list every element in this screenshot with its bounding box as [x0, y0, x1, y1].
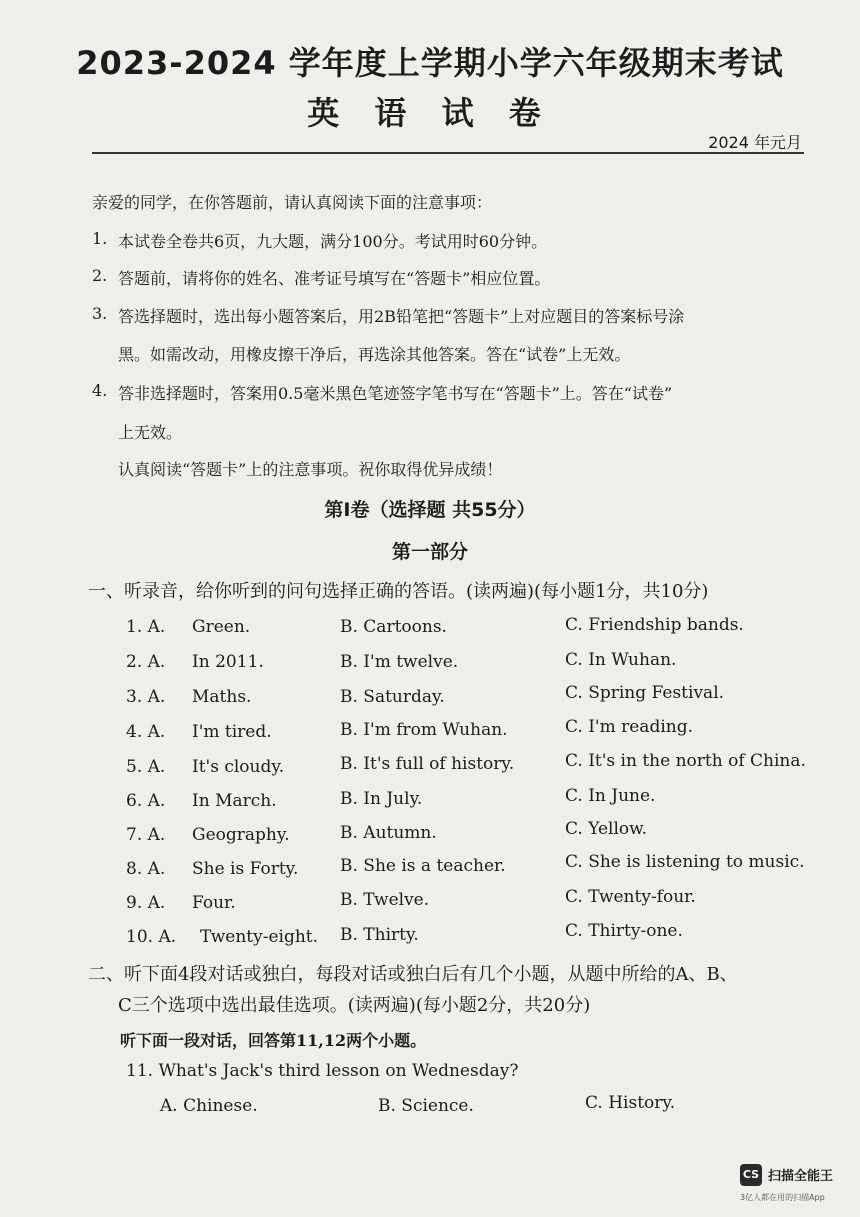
option-a: Geography.	[192, 825, 290, 845]
option-c: C. In June.	[565, 786, 656, 806]
section-heading: 二、听下面4段对话或独白，每段对话或独白后有几个小题，从题中所给的A、B、	[88, 964, 738, 985]
notice-item-number: 4.	[92, 381, 108, 400]
option-b: B. Science.	[378, 1096, 474, 1116]
question-number: 10. A.	[126, 927, 177, 947]
option-a: Twenty-eight.	[200, 927, 319, 947]
question-number: 1. A.	[126, 617, 166, 637]
volume-title: 第Ⅰ卷（选择题 共55分）	[324, 499, 536, 521]
question-text: 11. What's Jack's third lesson on Wednesday?	[126, 1061, 519, 1081]
notice-item-text: 答选择题时，选出每小题答案后，用2B铅笔把“答题卡”上对应题目的答案标号涂	[118, 307, 685, 326]
option-c: C. In Wuhan.	[565, 650, 677, 670]
question-number: 3. A.	[126, 687, 166, 707]
option-c: C. It's in the north of China.	[565, 751, 806, 771]
option-c: C. Friendship bands.	[565, 615, 744, 635]
option-c: C. I'm reading.	[565, 717, 693, 737]
option-b: B. I'm from Wuhan.	[340, 720, 508, 740]
option-b: B. Thirty.	[340, 925, 419, 945]
notice-item-text: 黑。如需改动，用橡皮擦干净后，再选涂其他答案。答在“试卷”上无效。	[118, 345, 631, 364]
notice-intro: 亲爱的同学，在你答题前，请认真阅读下面的注意事项：	[92, 193, 493, 212]
option-a: In 2011.	[192, 652, 264, 672]
exam-date: 2024 年元月	[708, 133, 802, 152]
option-c: C. History.	[585, 1093, 676, 1113]
question-number: 2. A.	[126, 652, 166, 672]
option-a: I'm tired.	[192, 722, 272, 742]
camscanner-logo: CS	[740, 1164, 762, 1186]
option-a: Four.	[192, 893, 236, 913]
option-c: C. Spring Festival.	[565, 683, 725, 703]
question-number: 5. A.	[126, 757, 166, 777]
notice-item-number: 2.	[92, 266, 108, 285]
notice-closing: 认真阅读“答题卡”上的注意事项。祝你取得优异成绩！	[118, 460, 503, 479]
dialogue-instruction: 听下面一段对话，回答第11,12两个小题。	[120, 1031, 427, 1050]
option-a: Maths.	[192, 687, 252, 707]
option-b: B. I'm twelve.	[340, 652, 459, 672]
question-number: 8. A.	[126, 859, 166, 879]
question-number: 7. A.	[126, 825, 166, 845]
option-a: A. Chinese.	[160, 1096, 258, 1116]
notice-item-number: 1.	[92, 229, 108, 248]
app-name: 扫描全能王	[768, 1169, 834, 1184]
option-b: B. Autumn.	[340, 823, 437, 843]
question-number: 4. A.	[126, 722, 166, 742]
option-a: In March.	[192, 791, 277, 811]
option-a: She is Forty.	[192, 859, 299, 879]
option-b: B. It's full of history.	[340, 754, 515, 774]
notice-item-text: 答题前，请将你的姓名、准考证号填写在“答题卡”相应位置。	[118, 269, 551, 288]
notice-item-text: 上无效。	[118, 423, 183, 442]
option-c: C. Twenty-four.	[565, 887, 696, 907]
option-c: C. Thirty-one.	[565, 921, 683, 941]
header-divider	[92, 152, 804, 154]
question-number: 6. A.	[126, 791, 166, 811]
option-a: It's cloudy.	[192, 757, 285, 777]
notice-item-text: 本试卷全卷共6页，九大题，满分100分。考试用时60分钟。	[118, 232, 548, 251]
option-b: B. She is a teacher.	[340, 856, 506, 876]
option-b: B. Saturday.	[340, 687, 445, 707]
question-number: 9. A.	[126, 893, 166, 913]
option-a: Green.	[192, 617, 251, 637]
option-c: C. She is listening to music.	[565, 852, 805, 872]
option-c: C. Yellow.	[565, 819, 648, 839]
option-b: B. Cartoons.	[340, 617, 447, 637]
exam-title: 2023-2024 学年度上学期小学六年级期末考试	[76, 44, 784, 82]
option-b: B. In July.	[340, 789, 423, 809]
part-title: 第一部分	[391, 541, 468, 563]
section-heading: C三个选项中选出最佳选项。(读两遍)(每小题2分，共20分)	[118, 995, 591, 1016]
notice-item-text: 答非选择题时，答案用0.5毫米黑色笔迹签字笔书写在“答题卡”上。答在“试卷”	[118, 384, 673, 403]
notice-item-number: 3.	[92, 304, 108, 323]
exam-subtitle: 英 语 试 卷	[307, 94, 553, 132]
section-heading: 一、听录音，给你听到的问句选择正确的答语。(读两遍)(每小题1分，共10分)	[88, 581, 709, 602]
app-tagline: 3亿人都在用的扫描App	[740, 1193, 825, 1202]
option-b: B. Twelve.	[340, 890, 430, 910]
